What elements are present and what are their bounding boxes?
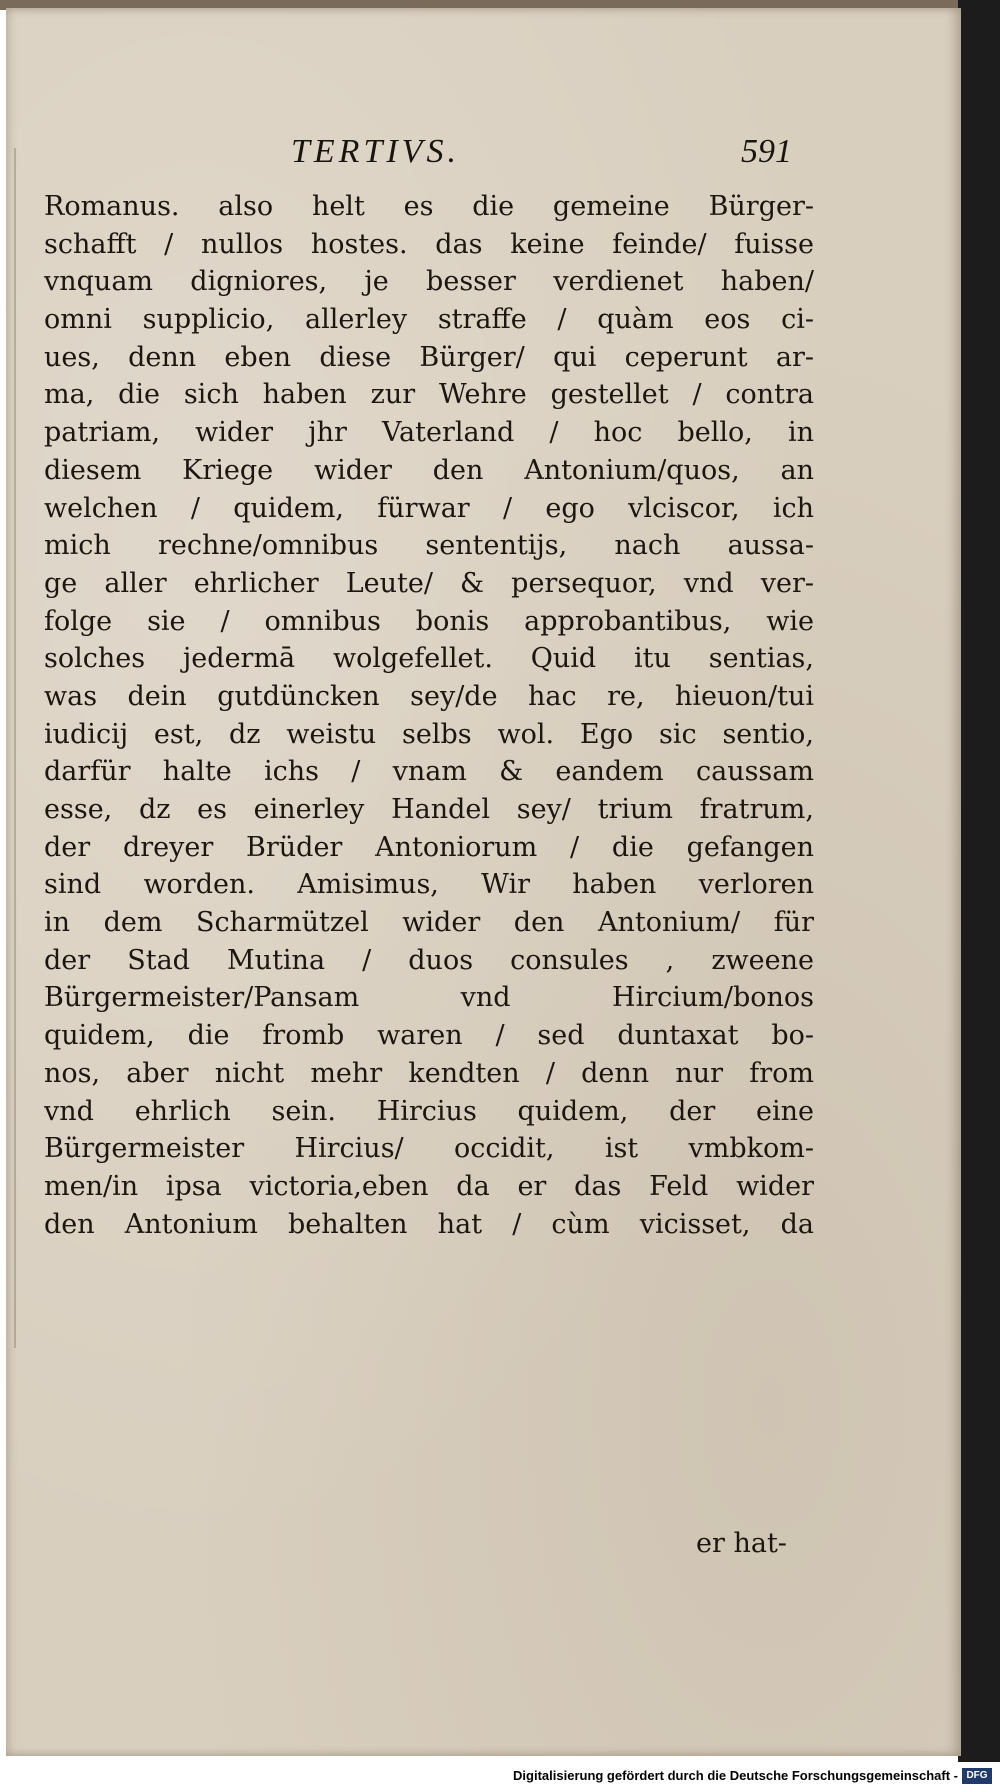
text-line: solches jedermā wolgefellet. Quid itu sentias, — [44, 643, 814, 675]
text-line: men/in ipsa victoria,eben da er das Feld wider — [44, 1170, 814, 1202]
text-line: vnquam digniores, je besser verdienet haben/ — [44, 266, 814, 298]
book-spine-edge — [958, 0, 1000, 1762]
running-head: TERTIVS. — [291, 133, 460, 170]
text-line: in dem Scharmützel wider den Antonium/ für — [44, 907, 814, 939]
digitization-footer — [0, 1762, 1000, 1792]
text-line: ma, die sich haben zur Wehre gestellet / contra — [44, 379, 814, 411]
margin-rule — [14, 148, 26, 1348]
funding-credit: Digitalisierung gefördert durch die Deutsche Forschungsgemeinschaft - — [513, 1768, 958, 1783]
text-line: Bürgermeister/Pansam vnd Hircium/bonos — [44, 982, 814, 1014]
text-line: iudicij est, dz weistu selbs wol. Ego sic sentio, — [44, 718, 814, 750]
text-line: darfür halte ichs / vnam & eandem caussam — [44, 756, 814, 788]
text-line: diesem Kriege wider den Antonium/quos, an — [44, 454, 814, 486]
text-line: nos, aber nicht mehr kendten / denn nur from — [44, 1057, 814, 1089]
text-line: der Stad Mutina / duos consules , zweene — [44, 944, 814, 976]
text-line: den Antonium behalten hat / cùm vicisset, da — [44, 1208, 814, 1240]
text-line: vnd ehrlich sein. Hircius quidem, der eine — [44, 1095, 814, 1127]
book-page — [6, 8, 961, 1756]
dfg-logo: DFG — [962, 1768, 992, 1784]
text-line: der dreyer Brüder Antoniorum / die gefangen — [44, 831, 814, 863]
text-line: patriam, wider jhr Vaterland / hoc bello, in — [44, 417, 814, 449]
text-line: ge aller ehrlicher Leute/ & persequor, vnd ver- — [44, 567, 814, 599]
text-line: was dein gutdüncken sey/de hac re, hieuon/tui — [44, 680, 814, 712]
text-line: Romanus. also helt es die gemeine Bürger- — [44, 191, 814, 222]
text-line: omni supplicio, allerley straffe / quàm eos ci- — [44, 304, 814, 336]
text-line: esse, dz es einerley Handel sey/ trium fratrum, — [44, 794, 814, 825]
text-line: Bürgermeister Hircius/ occidit, ist vmbkom- — [44, 1133, 814, 1165]
body-text — [44, 188, 814, 1243]
text-line: sind worden. Amisimus, Wir haben verloren — [44, 869, 814, 901]
text-line: schafft / nullos hostes. das keine feinde/ fuisse — [44, 228, 814, 260]
page-number: 591 — [741, 133, 792, 170]
text-line: folge sie / omnibus bonis approbantibus, wie — [44, 605, 814, 637]
text-line: mich rechne/omnibus sententijs, nach aussa- — [44, 530, 814, 562]
page-header — [6, 133, 961, 183]
text-line: welchen / quidem, fürwar / ego vlciscor, ich — [44, 492, 814, 524]
text-line: quidem, die fromb waren / sed duntaxat bo- — [44, 1020, 814, 1052]
catchword: er hat- — [696, 1528, 787, 1559]
text-line: ues, denn eben diese Bürger/ qui ceperunt ar- — [44, 341, 814, 373]
